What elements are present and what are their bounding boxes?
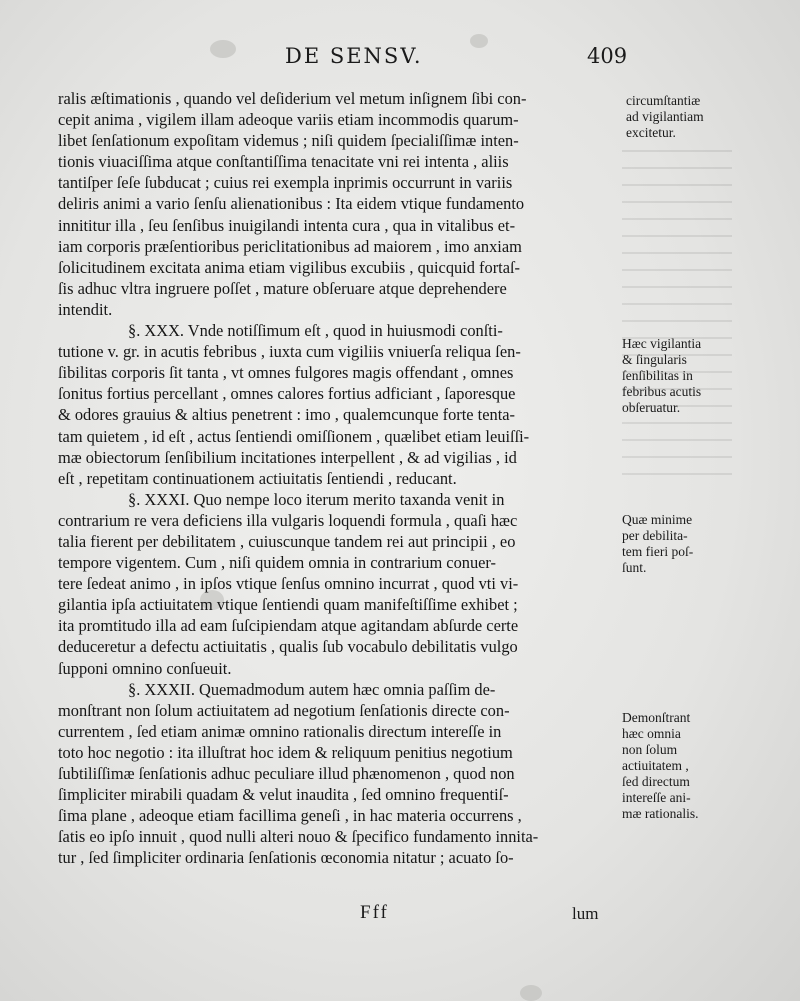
- text-line-content: talia fierent per debilitatem , cuiuscunque tandem rei aut principii , eo: [58, 531, 516, 551]
- text-line-content: tempore vigentem. Cum , niſi quidem omnia in contrarium conuer-: [58, 553, 497, 573]
- marginal-note-line: mæ rationalis.: [622, 806, 699, 821]
- marginal-note-line: intereſſe ani-: [622, 790, 691, 805]
- text-line: [58, 320, 618, 341]
- text-line: [58, 383, 618, 404]
- text-line: [58, 257, 618, 278]
- text-line: [58, 552, 618, 573]
- text-line-content: ſima plane , adeoque etiam facillima geneſi , in hac materia occurrens ,: [58, 806, 522, 826]
- text-line: [58, 594, 618, 615]
- text-line-content: tam quietem , id eſt , actus ſentiendi omiſſionem , quælibet etiam leuiſſi-: [58, 426, 530, 446]
- marginal-note-line: Demonſtrant: [622, 710, 691, 725]
- marginal-note-line: febribus acutis: [622, 384, 702, 399]
- main-text-block: [58, 88, 618, 868]
- marginal-note: [622, 710, 734, 822]
- marginal-note-line: & ſingularis: [622, 352, 687, 367]
- marginal-note: [626, 93, 738, 141]
- running-head: DE SENSV.: [285, 44, 423, 68]
- text-line-content: ſonitus fortius percellant , omnes calores fortius adficiant , ſaporesque: [58, 384, 516, 404]
- text-line: [58, 215, 618, 236]
- text-line-content: tutione v. gr. in acutis febribus , iuxta cum vigiliis vniuerſa reliqua ſen-: [58, 342, 521, 362]
- text-line-content: ita promtitudo illa ad eam ſuſcipiendam atque agitandam abſurde certe: [58, 616, 519, 636]
- text-line: [58, 447, 618, 468]
- text-line-content: iam corporis præſentioribus periclitationibus ad maiorem , imo anxiam: [58, 236, 522, 256]
- marginal-note-line: ſenſibilitas in: [622, 368, 693, 383]
- text-line: [58, 531, 618, 552]
- text-line: [58, 172, 618, 193]
- text-line-content: innititur illa , ſeu ſenſibus inuigilandi intenta cura , qua in vitalibus et-: [58, 215, 516, 235]
- marginal-note-line: non ſolum: [622, 742, 678, 757]
- text-line-content: gilantia ipſa actiuitatem vtique ſentiendi quam manifeſtiſſime exhibet ;: [58, 595, 518, 615]
- marginal-note-line: ad vigilantiam: [626, 109, 704, 124]
- text-line: [58, 847, 618, 868]
- text-line-content: tantiſper ſeſe ſubducat ; cuius rei exempla inprimis occurrunt in variis: [58, 173, 513, 193]
- text-line-content: ſimpliciter mirabili quadam & velut inaudita , ſed omnino frequentiſ-: [58, 785, 509, 805]
- text-line-content: §. XXXII. Quemadmodum autem hæc omnia paſſim de-: [128, 679, 496, 699]
- text-line: [58, 299, 618, 320]
- foxing-spot: [210, 40, 236, 58]
- marginal-note-line: tem fieri poſ-: [622, 544, 694, 559]
- text-line-content: §. XXXI. Quo nempe loco iterum merito taxanda venit in: [128, 489, 505, 509]
- text-line: [58, 109, 618, 130]
- text-line: [58, 510, 618, 531]
- text-line: [58, 426, 618, 447]
- text-line: [58, 278, 618, 299]
- text-line: [58, 468, 618, 489]
- marginal-note-line: Quæ minime: [622, 512, 693, 527]
- text-line-content: libet ſenſationum expoſitam videmus ; niſi quidem ſpecialiſſimæ inten-: [58, 131, 519, 151]
- text-line-content: intendit.: [58, 299, 113, 319]
- text-line: [58, 763, 618, 784]
- text-line-content: deduceretur a defectu actiuitatis , qualis ſub vocabulo debilitatis vulgo: [58, 637, 518, 657]
- foxing-spot: [470, 34, 488, 48]
- marginal-note-line: obſeruatur.: [622, 400, 681, 415]
- text-line: [58, 236, 618, 257]
- text-line-content: currentem , ſed etiam animæ omnino rationalis directum intereſſe in: [58, 721, 502, 741]
- text-line: [58, 489, 618, 510]
- marginal-note-line: circumſtantiæ: [626, 93, 701, 108]
- text-line-content: ſolicitudinem excitata anima etiam vigilibus excubiis , quicquid fortaſ-: [58, 257, 521, 277]
- text-line-content: ſubtiliſſimæ ſenſationis adhuc peculiare illud phænomenon , quod non: [58, 764, 515, 783]
- text-line: [58, 341, 618, 362]
- signature-mark: Fff: [360, 902, 389, 923]
- foxing-spot: [520, 985, 542, 1001]
- marginal-note-line: excitetur.: [626, 125, 676, 140]
- text-line-content: ſis adhuc vltra ingruere poſſet , mature obſeruare atque deprehendere: [58, 278, 507, 298]
- text-line: [58, 615, 618, 636]
- text-line-content: ſupponi omnino conſueuit.: [58, 658, 232, 678]
- text-line: [58, 636, 618, 657]
- text-line-content: tionis viuaciſſima atque conſtantiſſima tenacitate vni rei intenta , aliis: [58, 152, 509, 172]
- text-line-content: §. XXX. Vnde notiſſimum eſt , quod in huiusmodi conſti-: [128, 321, 503, 341]
- text-line-content: mæ obiectorum ſenſibilium incitationes interpellent , & ad vigilias , id: [58, 447, 517, 467]
- marginal-note-line: ſed directum: [622, 774, 690, 789]
- text-line: [58, 404, 618, 425]
- marginal-note: [622, 512, 734, 576]
- marginal-note-line: ſunt.: [622, 560, 647, 575]
- marginal-note-line: per debilita-: [622, 528, 688, 543]
- page-number: 409: [587, 44, 628, 68]
- text-line: [58, 784, 618, 805]
- text-line: [58, 573, 618, 594]
- text-line: [58, 130, 618, 151]
- text-line: [58, 193, 618, 214]
- text-line: [58, 88, 618, 109]
- text-line: [58, 721, 618, 742]
- marginal-note-line: actiuitatem ,: [622, 758, 689, 773]
- text-line-content: cepit anima , vigilem illam adeoque variis etiam incommodis quarum-: [58, 110, 519, 130]
- catchword: lum: [572, 904, 599, 923]
- marginal-note: [622, 336, 734, 416]
- text-line: [58, 742, 618, 763]
- text-line-content: tur , ſed ſimpliciter ordinaria ſenſationis œconomia nitatur ; acuato ſo-: [58, 848, 514, 868]
- text-line: [58, 151, 618, 172]
- text-line-content: toto hoc negotio : ita illuſtrat hoc idem & reliquum penitius negotium: [58, 742, 513, 762]
- text-line: [58, 805, 618, 826]
- text-line-content: tere ſedeat animo , in ipſos vtique ſenſus omnino incurrat , quod vti vi-: [58, 574, 519, 594]
- text-line-content: & odores grauius & altius penetrent : imo , qualemcunque forte tenta-: [58, 405, 515, 425]
- text-line: [58, 658, 618, 679]
- text-line-content: monſtrant non ſolum actiuitatem ad negotium ſenſationis directe con-: [58, 700, 510, 720]
- text-line-content: ſatis eo ipſo innuit , quod nulli alteri nouo & ſpecifico fundamento innita-: [58, 827, 539, 847]
- marginal-note-line: Hæc vigilantia: [622, 336, 702, 351]
- marginal-note-line: hæc omnia: [622, 726, 681, 741]
- text-line: [58, 362, 618, 383]
- text-line: [58, 826, 618, 847]
- text-line-content: eſt , repetitam continuationem actiuitatis ſentiendi , reducant.: [58, 468, 457, 488]
- text-line: [58, 679, 618, 700]
- show-through-text: [622, 150, 732, 480]
- text-line-content: deliris animi a vario ſenſu alienationibus : Ita eidem vtique fundamento: [58, 194, 525, 214]
- text-line-content: ſibilitas corporis ſit tanta , vt omnes fulgores magis offendant , omnes: [58, 363, 514, 383]
- text-line-content: ralis æſtimationis , quando vel deſiderium vel metum inſignem ſibi con-: [58, 89, 527, 108]
- text-line: [58, 700, 618, 721]
- text-line-content: contrarium re vera deficiens illa vulgaris loquendi formula , quaſi hæc: [58, 510, 518, 530]
